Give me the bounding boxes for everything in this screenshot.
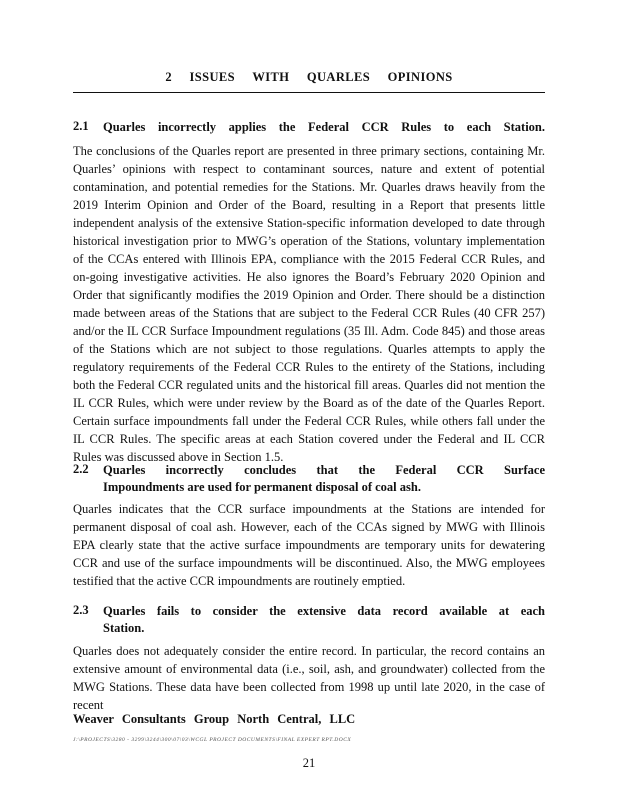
heading-rule: [73, 92, 545, 93]
subsection-title-line1: Quarles fails to consider the extensive data record available at each: [103, 604, 545, 618]
subsection-number: 2.1: [73, 119, 89, 133]
subsection-title-line1: Quarles incorrectly concludes that the Federal CCR Surface: [103, 463, 545, 477]
page-number: 21: [302, 756, 316, 770]
subsection-title-line2: Station.: [103, 621, 145, 635]
footer-company: Weaver Consultants Group North Central, LLC: [73, 712, 356, 726]
subsection-number: 2.2: [73, 462, 89, 476]
subsection-number: 2.3: [73, 603, 89, 617]
subsection-2-1-body: The conclusions of the Quarles report are presented in three primary sections, containing Mr. Quarles’ opinions with respect to contaminant sources, nature and extent of potential contamination, and potential remedies for the Stations. Mr. Quarles draws heavily from the 2019 Interim Opinion and Order of the Board, resulting in a Report that presents little independent analysis of the extensive Station-specific information developed to date through historical investigation prior to MWG’s operation of the Stations, voluntary implementation of the CCAs entered with Illinois EPA, compliance with the 2015 Federal CCR Rules, and on-going investigative activities. He also ignores the Board’s February 2020 Opinion and Order that significantly modifies the 2019 Opinion and Order. There should be a distinction made between areas of the Stations that are subject to the Federal CCR Rules (40 CFR 257) and/or the IL CCR Surface Impoundment regulations (35 Ill. Adm. Code 845) and those areas of the Stations which are not subject to those regulations. Quarles attempts to apply the regulatory requirements of the Federal CCR Rules to the entirety of the Stations, including both the Federal CCR regulated units and the historical fill areas. Quarles did not mention the IL CCR Rules, which were under review by the Board as of the date of the Quarles Report. Certain surface impoundments fall under the Federal CCR Rules, while others fall under the IL CCR Rules. The specific areas at each Station covered under the Federal and IL CCR Rules was discussed above in Section 1.5.: [73, 144, 545, 464]
subsection-2-3-body: Quarles does not adequately consider the entire record. In particular, the record contains an extensive amount of environmental data (i.e., soil, ash, and groundwater) collected from the MWG Stations. These data have been collected from 1998 up until late 2020, in the case of recent: [73, 644, 545, 712]
subsection-title-line2: Impoundments are used for permanent disposal of coal ash.: [103, 480, 421, 494]
subsection-2-2-body: Quarles indicates that the CCR surface impoundments at the Stations are intended for permanent disposal of coal ash. However, each of the CCAs signed by MWG with Illinois EPA clearly state that the active surface impoundments are temporary units for dewatering CCR and use of the surface impoundments will be discontinued. Also, the MWG employees testified that the active CCR impoundments are routinely emptied.: [73, 502, 545, 588]
subsection-2-3-heading: [73, 603, 545, 637]
subsection-2-2-heading: [73, 462, 545, 496]
section-heading: 2 ISSUES WITH QUARLES OPINIONS: [165, 70, 453, 84]
subsection-title: Quarles incorrectly applies the Federal CCR Rules to each Station.: [103, 120, 545, 134]
subsection-2-1-heading: [73, 119, 545, 137]
footer-file-path: J:\PROJECTS\3280 - 3299\3244\300\07\03\WCGL PROJECT DOCUMENTS\FINAL EXPERT RPT.DOCX: [73, 737, 352, 743]
